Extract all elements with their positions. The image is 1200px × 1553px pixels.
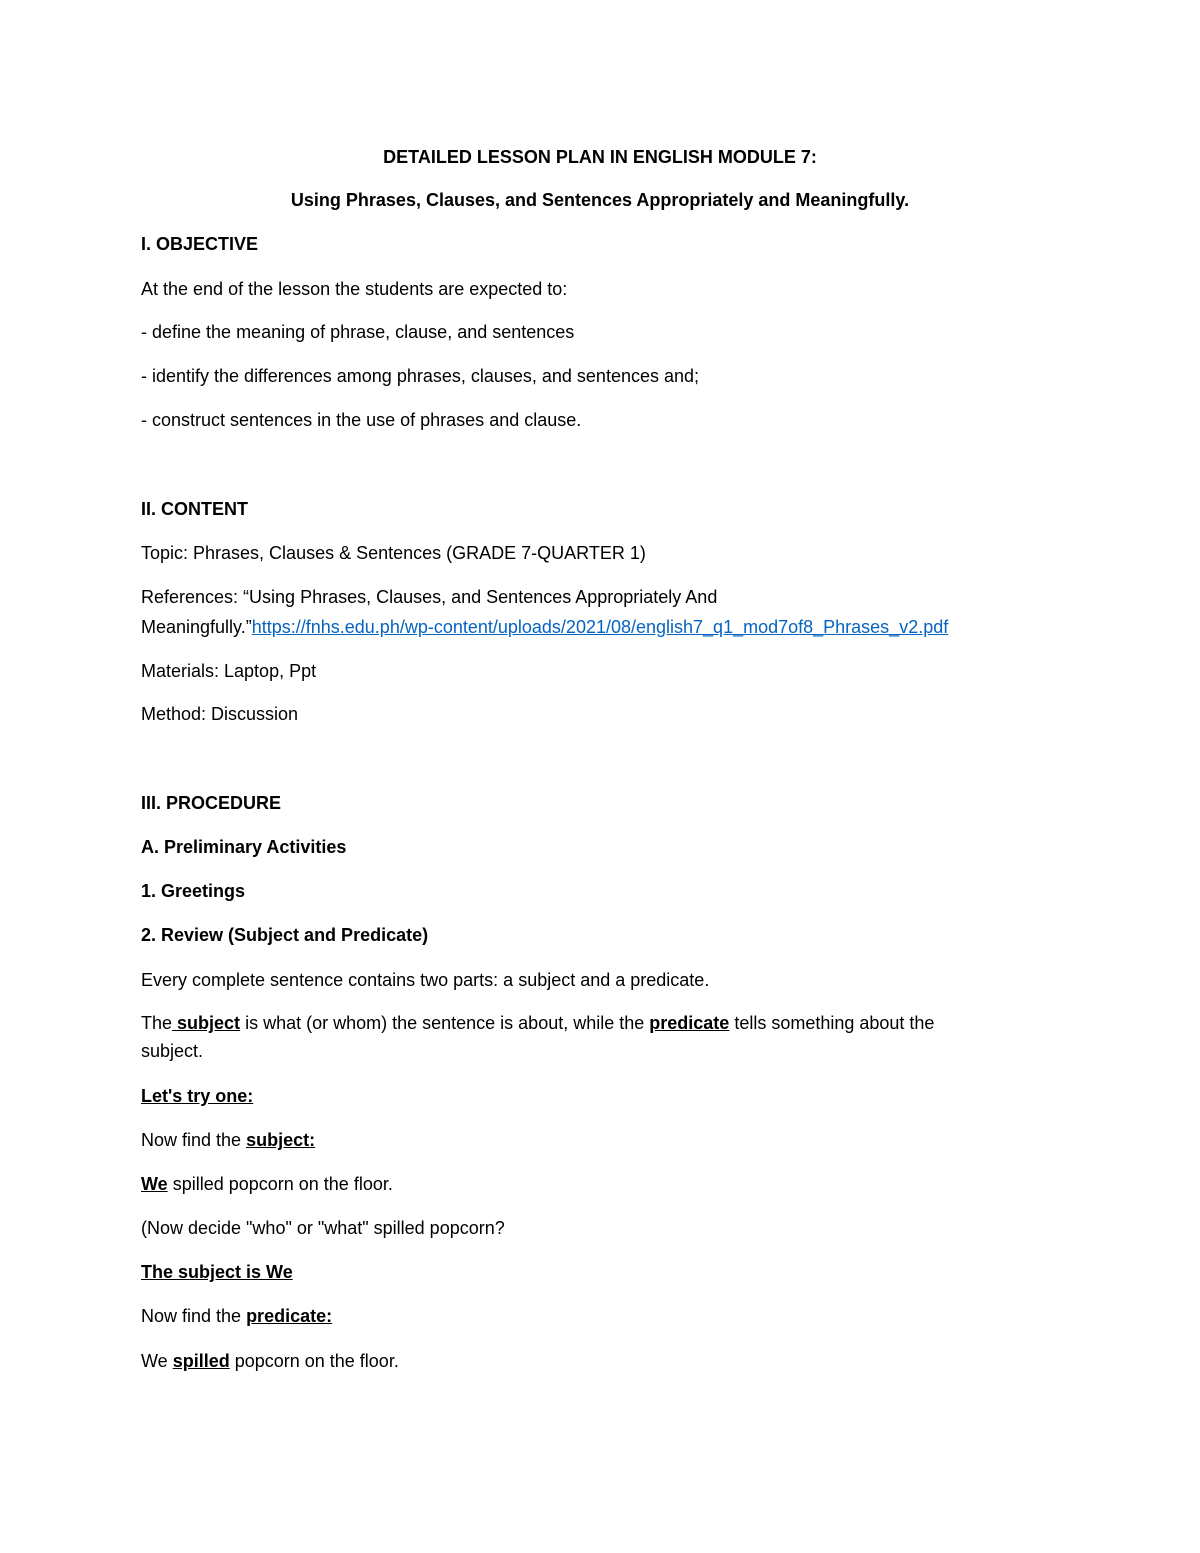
objective-item: - define the meaning of phrase, clause, and sentences (141, 322, 575, 342)
procedure-heading: III. PROCEDURE (141, 793, 282, 813)
review-text: Every complete sentence contains two parts: a subject and a predicate. (141, 970, 710, 990)
content-references-line2 (141, 613, 948, 641)
example-predicate-spilled: spilled (172, 1351, 230, 1371)
content-topic: Topic: Phrases, Clauses & Sentences (GRADE 7-QUARTER 1) (141, 543, 646, 563)
find-subject-prompt (141, 1126, 315, 1154)
subject-predicate-definition (141, 1009, 934, 1037)
references-title-end: Meaningfully.” (141, 617, 252, 637)
document-subtitle: Using Phrases, Clauses, and Sentences Appropriately and Meaningfully. (290, 190, 910, 210)
find-predicate-prompt (141, 1302, 332, 1330)
procedure-item-review: 2. Review (Subject and Predicate) (141, 925, 429, 945)
content-materials: Materials: Laptop, Ppt (141, 661, 317, 681)
definition-line2: subject. (141, 1041, 204, 1061)
find-subject-word: subject: (246, 1130, 316, 1150)
def-predicate-term: predicate (649, 1013, 730, 1033)
content-heading: II. CONTENT (141, 499, 248, 519)
lets-try-heading: Let's try one: (141, 1086, 254, 1106)
find-predicate-pre: Now find the (141, 1306, 247, 1326)
def-middle: is what (or whom) the sentence is about, while the (240, 1013, 650, 1033)
procedure-item-greetings: 1. Greetings (141, 881, 246, 901)
find-subject-pre: Now find the (141, 1130, 247, 1150)
content-method: Method: Discussion (141, 704, 299, 724)
document-title: DETAILED LESSON PLAN IN ENGLISH MODULE 7: (383, 147, 817, 167)
example-sentence-subject (141, 1170, 393, 1198)
objective-intro: At the end of the lesson the students are expected to: (141, 279, 568, 299)
procedure-sub-a: A. Preliminary Activities (141, 837, 347, 857)
find-predicate-word: predicate: (246, 1306, 333, 1326)
objective-heading: I. OBJECTIVE (141, 234, 259, 254)
def-subject-term: subject (172, 1013, 241, 1033)
def-the: The (141, 1013, 173, 1033)
objective-item: - identify the differences among phrases, clauses, and sentences and; (141, 366, 700, 386)
decide-prompt: (Now decide "who" or "what" spilled popcorn? (141, 1218, 505, 1238)
references-link[interactable]: https://fnhs.edu.ph/wp-content/uploads/2021/08/english7_q1_mod7of8_Phrases_v2.pdf (251, 617, 949, 637)
example-rest: popcorn on the floor. (229, 1351, 399, 1371)
example-rest: spilled popcorn on the floor. (167, 1174, 393, 1194)
def-end: tells something about the (729, 1013, 935, 1033)
objective-item: - construct sentences in the use of phrases and clause. (141, 410, 582, 430)
example-subject-we: We (141, 1174, 168, 1194)
content-references: References: “Using Phrases, Clauses, and Sentences Appropriately And (141, 587, 718, 607)
example-sentence-predicate (141, 1347, 399, 1375)
subject-answer: The subject is We (141, 1262, 293, 1282)
example-we: We (141, 1351, 173, 1371)
